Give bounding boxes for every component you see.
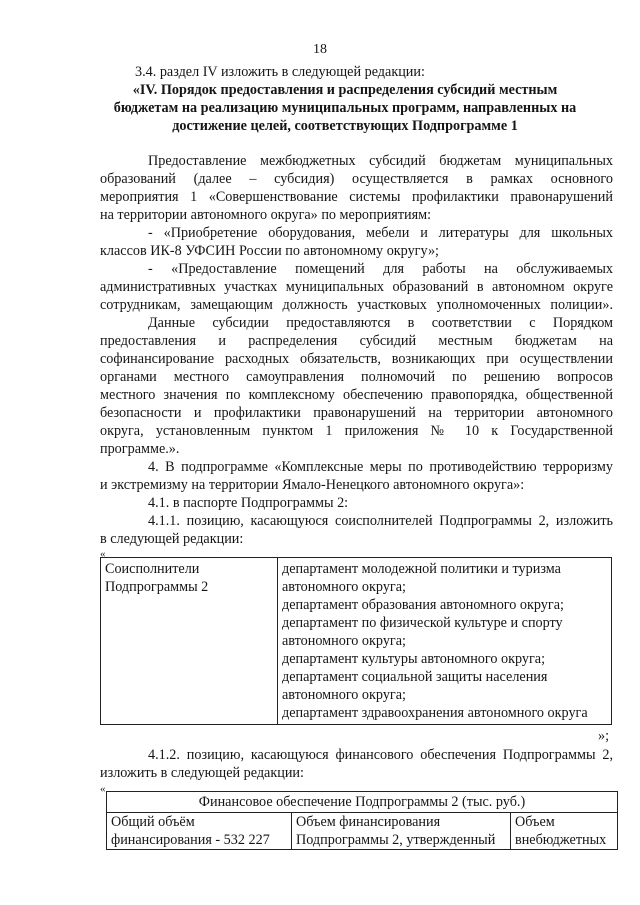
- cell-text: департамент образования автономного округа;: [282, 597, 564, 613]
- page-number: 18: [313, 42, 327, 57]
- paragraph-line: Предоставление межбюджетных субсидий бюджетам муниципальных: [148, 153, 613, 169]
- section-heading: бюджетам на реализацию муниципальных программ, направленных на: [113, 100, 577, 116]
- paragraph-line: Данные субсидии предоставляются в соответствии с Порядком: [148, 315, 613, 331]
- cell-text: Общий объём: [111, 814, 195, 830]
- paragraph-line: 4.1. в паспорте Подпрограммы 2:: [148, 495, 349, 511]
- paragraph-line: органами местного самоуправления полномочий по решению вопросов: [100, 369, 613, 385]
- paragraph-line: безопасности и профилактики правонарушений на территории автономного: [100, 405, 613, 421]
- cell-text: финансирования - 532 227: [111, 832, 270, 848]
- section-heading: достижение целей, соответствующих Подпрограмме 1: [172, 118, 518, 134]
- cell-text: Объем: [515, 814, 555, 830]
- paragraph-line: софинансирование расходных обязательств, возникающих при осуществлении: [100, 351, 613, 367]
- financing-approved-cell: [292, 813, 511, 850]
- co-executors-table: [100, 557, 612, 725]
- cell-text: Соисполнители: [105, 561, 200, 577]
- paragraph-line: местного значения по комплексному обеспечению правопорядка, общественной: [100, 387, 613, 403]
- co-executors-label-cell: [101, 558, 278, 725]
- cell-text: Подпрограммы 2, утвержденный: [296, 832, 496, 848]
- paragraph-line: мероприятия 1 «Совершенствование системы профилактики правонарушений: [100, 189, 613, 205]
- cell-text: департамент здравоохранения автономного округа: [282, 705, 588, 721]
- cell-text: Подпрограммы 2: [105, 579, 209, 595]
- paragraph-line: в следующей редакции:: [100, 531, 244, 547]
- opening-quote: «: [100, 783, 106, 795]
- paragraph-line: - «Предоставление помещений для работы на обслуживаемых: [148, 261, 613, 277]
- text-line: 3.4. раздел IV изложить в следующей редакции:: [135, 64, 425, 80]
- paragraph-line: на территории автономного округа» по мероприятиям:: [100, 207, 432, 223]
- cell-text: автономного округа;: [282, 633, 406, 649]
- paragraph-line: и экстремизму на территории Ямало-Ненецкого автономного округа»:: [100, 477, 525, 493]
- cell-text: автономного округа;: [282, 687, 406, 703]
- financing-total-cell: [107, 813, 292, 850]
- paragraph-line: 4.1.1. позицию, касающуюся соисполнителей Подпрограммы 2, изложить: [148, 513, 613, 529]
- opening-quote: «: [100, 548, 106, 560]
- paragraph-line: предоставления и распределения субсидий местным бюджетам на: [100, 333, 613, 349]
- cell-text: департамент социальной защиты населения: [282, 669, 548, 685]
- cell-text: департамент по физической культуре и спорту: [282, 615, 563, 631]
- cell-text: автономного округа;: [282, 579, 406, 595]
- cell-text: департамент культуры автономного округа;: [282, 651, 546, 667]
- paragraph-line: 4. В подпрограмме «Комплексные меры по противодействию терроризму: [148, 459, 613, 475]
- section-heading: «IV. Порядок предоставления и распределения субсидий местным: [132, 82, 558, 98]
- paragraph-line: округа, установленным пунктом 1 приложения № 10 к Государственной: [100, 423, 613, 439]
- paragraph-line: административных участках муниципальных образований в автономном округе: [100, 279, 613, 295]
- paragraph-line: образований (далее – субсидия) осуществляется в рамках основного: [100, 171, 613, 187]
- financing-table: [106, 791, 618, 850]
- financing-header-cell: Финансовое обеспечение Подпрограммы 2 (тыс. руб.): [107, 792, 618, 813]
- paragraph-line: изложить в следующей редакции:: [100, 765, 304, 781]
- cell-text: Объем финансирования: [296, 814, 441, 830]
- paragraph-line: - «Приобретение оборудования, мебели и литературы для школьных: [148, 225, 613, 241]
- paragraph-line: классов ИК-8 УФСИН России по автономному округу»;: [100, 243, 439, 259]
- co-executors-list-cell: [278, 558, 612, 725]
- paragraph-line: 4.1.2. позицию, касающуюся финансового обеспечения Подпрограммы 2,: [148, 747, 613, 763]
- cell-text: внебюджетных: [515, 832, 607, 848]
- closing-quote: »;: [598, 728, 610, 744]
- cell-text: департамент молодежной политики и туризма: [282, 561, 561, 577]
- financing-extrabudget-cell: [511, 813, 618, 850]
- paragraph-line: программе.».: [100, 441, 180, 457]
- paragraph-line: сотрудникам, замещающим должность участковых уполномоченных полиции».: [100, 297, 613, 313]
